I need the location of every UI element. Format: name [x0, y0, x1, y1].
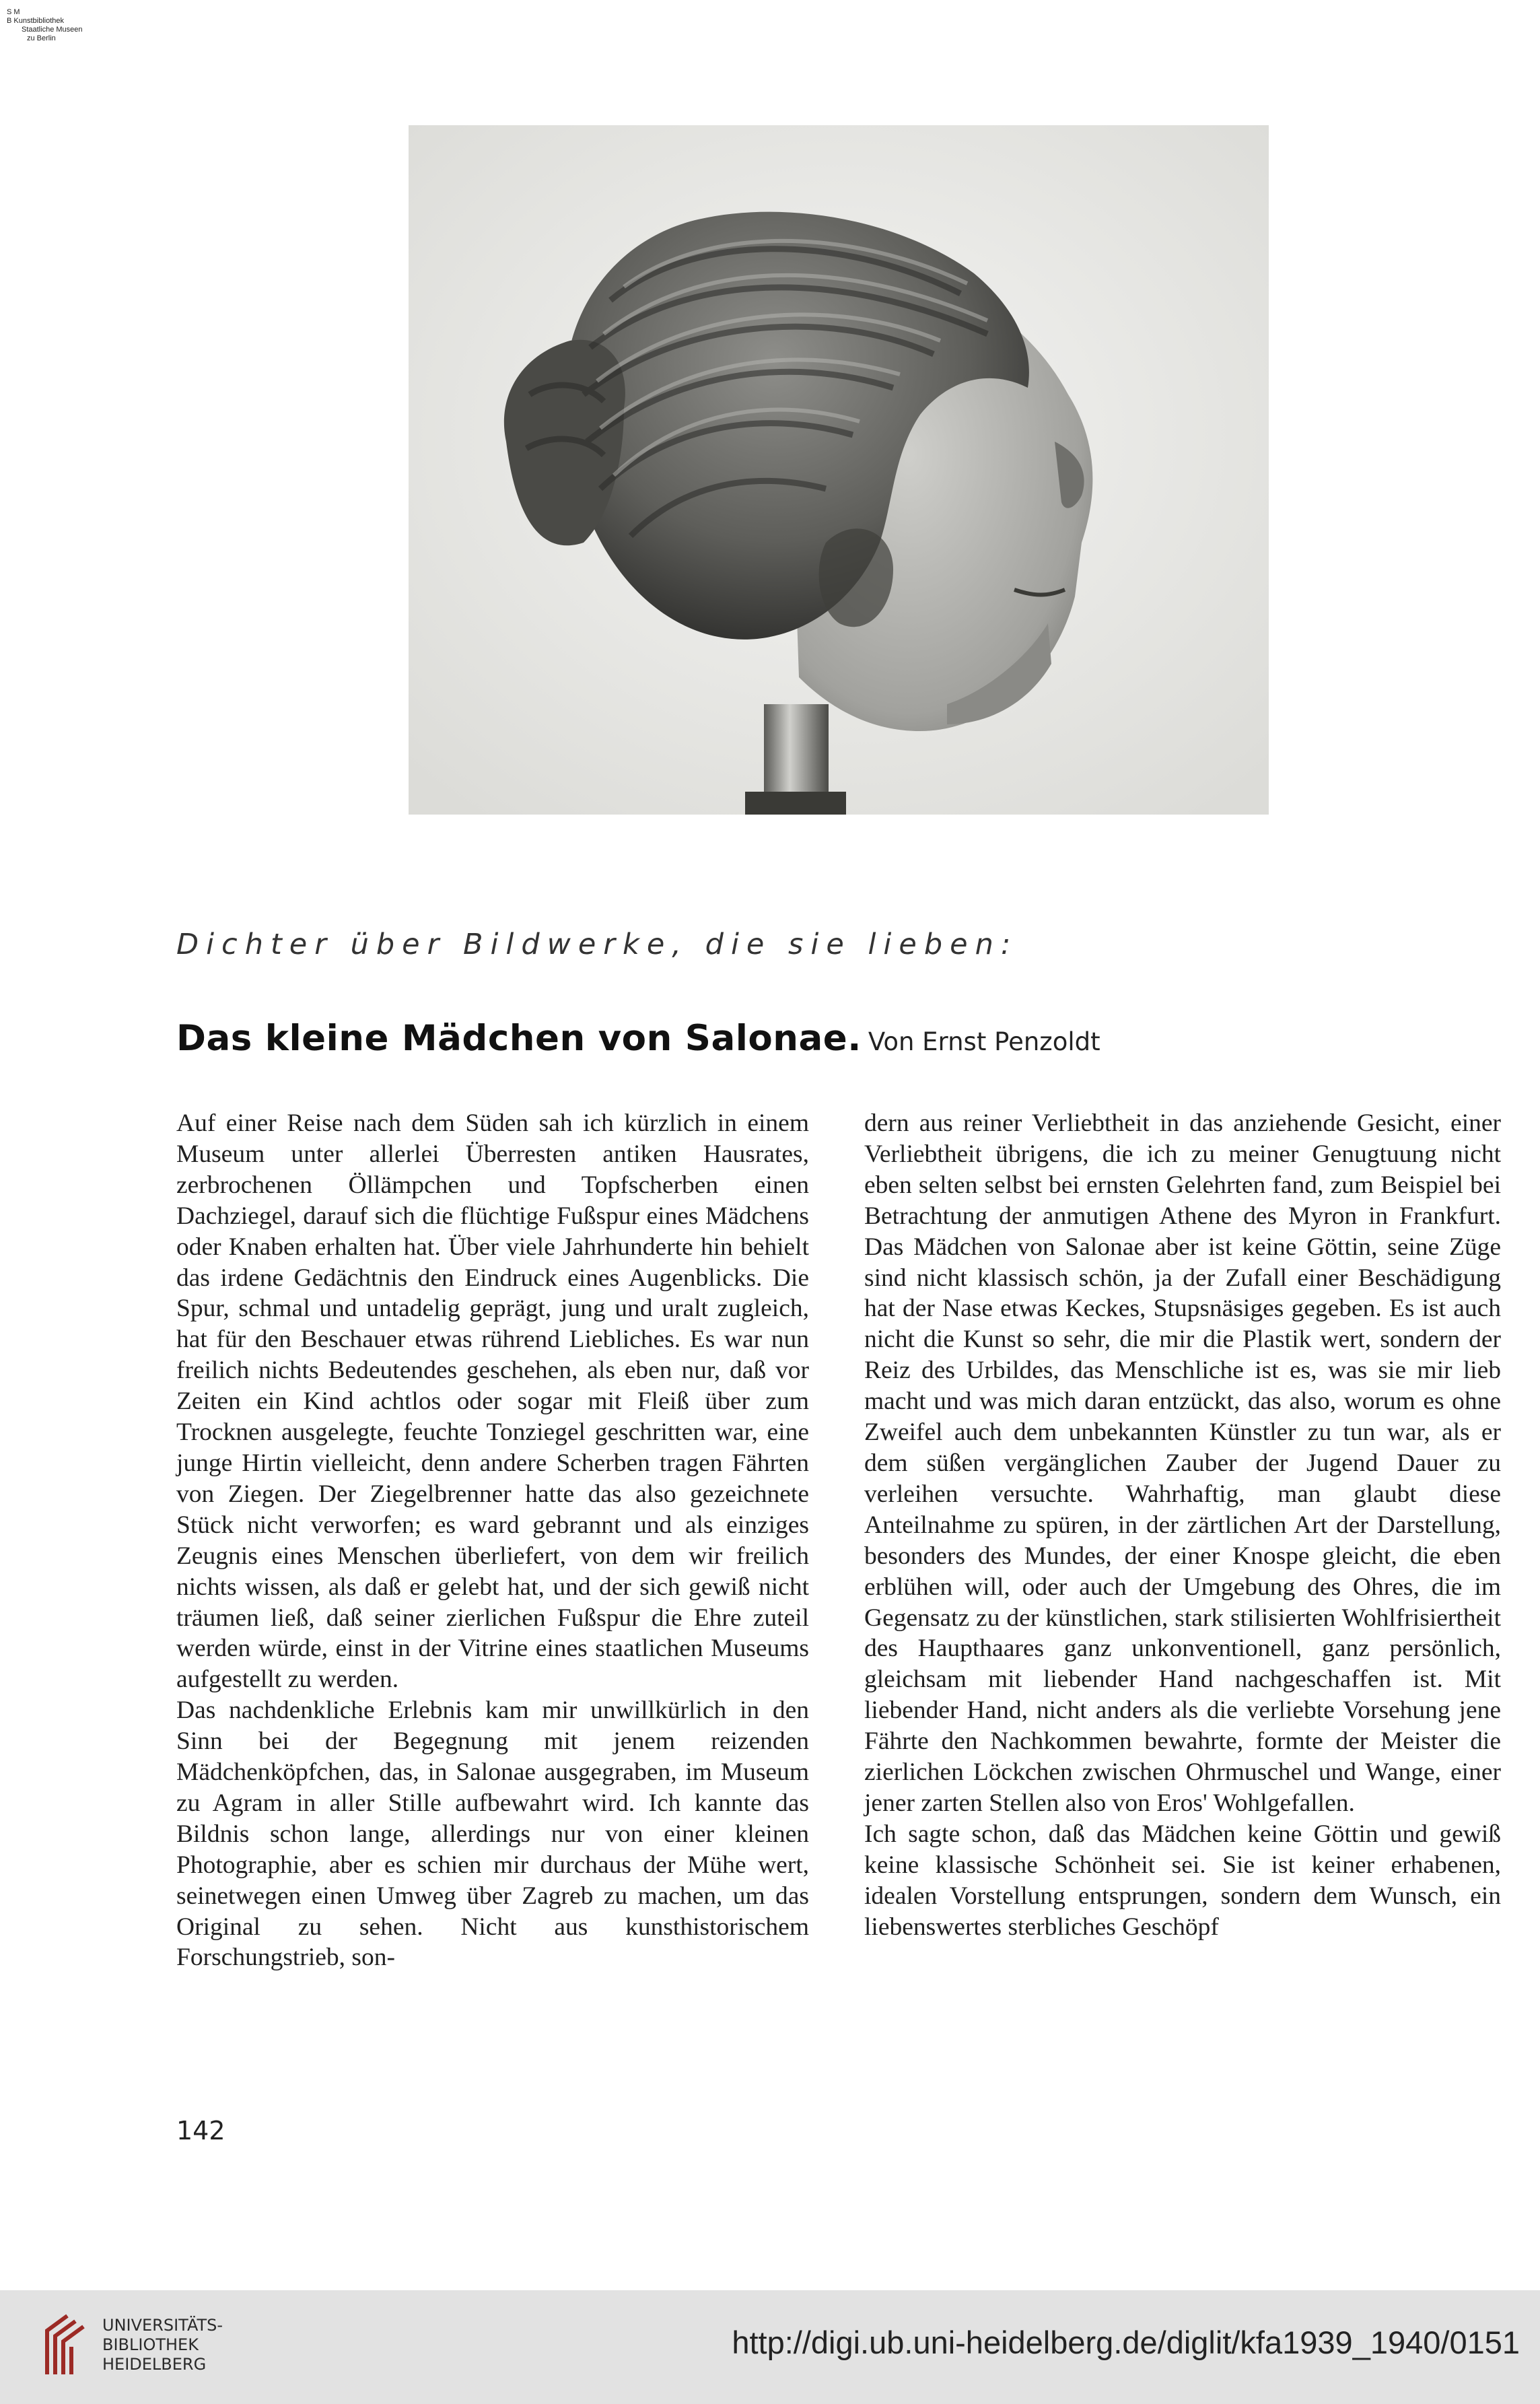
source-url-link[interactable]: http://digi.ub.uni-heidelberg.de/diglit/kfa1939_1940/0151 — [732, 2325, 1520, 2360]
series-heading: Dichter über Bildwerke, die sie lieben: — [176, 928, 1018, 961]
stamp-line: Staatliche Museen — [22, 26, 83, 34]
library-name-line: BIBLIOTHEK — [102, 2335, 199, 2354]
paragraph: Das nachdenkliche Erlebnis kam mir unwillkürlich in den Sinn bei der Begegnung mit jenem reizenden Mädchenköpfchen, das, in Salonae ausgegraben, im Museum zu Agram in aller Stille aufbewahrt wird. Ich kannte das Bildnis schon lange, allerdings nur von einer kleinen Photographie, aber es schien mir durchaus der Mühe wert, seinetwegen einen Umweg über Zagreb zu machen, um das Original zu sehen. Nicht aus kunsthistorischem Forschungstrieb, son- — [176, 1696, 809, 1972]
library-logo-icon — [40, 2310, 88, 2378]
page-number: 142 — [176, 2116, 225, 2145]
stamp-line: S M — [7, 8, 20, 16]
paragraph: Auf einer Reise nach dem Süden sah ich kürzlich in einem Museum unter allerlei Überresten antiken Hausrates, zerbrochenen Öllämpchen und Topfscherben einen Dachziegel, darauf sich die flüchtige Fußspur eines Mädchens oder Knaben erhalten hat. Über viele Jahrhunderte hin behielt das irdene Gedächtnis den Eindruck eines Augenblicks. Die Spur, schmal und untadelig geprägt, jung und uralt zugleich, hat für den Beschauer etwas rührend Liebliches. Es war nun freilich nichts Bedeutendes geschehen, als eben nur, daß vor Zeiten ein Kind achtlos oder sogar mit Fleiß über zum Trocknen ausgelegte, feuchte Tonziegel geschritten war, eine junge Hirtin vielleicht, denn andere Scherben tragen Fährten von Ziegen. Der Ziegelbrenner hatte das also gezeichnete Stück nicht verworfen; es ward gebrannt und als einziges Zeugnis eines Menschen überliefert, von dem wir freilich nichts wissen, als daß er gelebt hat, und der sich gewiß nicht träumen ließ, daß seiner zierlichen Fußspur die Ehre zuteil werden würde, einst in der Vitrine eines staatlichen Museums aufgestellt zu werden. — [176, 1109, 809, 1694]
sculpture-head-image — [409, 125, 1269, 815]
article-byline: Von Ernst Penzoldt — [868, 1027, 1100, 1056]
paragraph: Ich sagte schon, daß das Mädchen keine Göttin und gewiß keine klassische Schönheit sei. Sie ist keiner erhabenen, idealen Vorstellung entsprungen, sondern dem Wunsch, ein liebenswertes sterbliches Geschöpf — [864, 1820, 1501, 1941]
article-headline — [176, 1018, 1100, 1059]
footer-bar — [0, 2290, 1540, 2404]
stamp-line: zu Berlin — [27, 34, 56, 42]
library-name — [102, 2316, 223, 2374]
text-column-right — [864, 1108, 1501, 1942]
paragraph: dern aus reiner Verliebtheit in das anziehende Gesicht, einer Verliebtheit übrigens, die ich zu meiner Genugtuung nicht eben selten selbst bei ernsten Gelehrten fand, zum Beispiel bei Betrachtung der anmutigen Athene des Myron in Frankfurt. Das Mädchen von Salonae aber ist keine Göttin, seine Züge sind nicht klassisch schön, ja der Zufall einer Beschädigung hat der Nase etwas Keckes, Stupsnäsiges gegeben. Es ist auch nicht die Kunst so sehr, die mir die Plastik wert, sondern der Reiz des Urbildes, das Menschliche ist es, was sie mir lieb macht und was mich daran entzückt, das also, worum es ohne Zweifel auch dem unbekannten Künstler zu tun war, als er dem süßen vergänglichen Zauber der Jugend Dauer zu verleihen versuchte. Wahrhaftig, man glaubt diese Anteilnahme zu spüren, in der zärtlichen Art der Darstellung, besonders des Mundes, der einer Knospe gleicht, die eben erblühen will, oder auch der Umgebung des Ohres, die im Gegensatz zu der künstlichen, stark stilisierten Wohlfrisiertheit des Haupthaares ganz unkonventionell, ganz persönlich, gleichsam mit liebender Hand nachgeschaffen ist. Mit liebender Hand, nicht anders als die verliebte Vorsehung jene Fährte den Nachkommen bewahrte, formte der Meister die zierlichen Löckchen zwischen Ohrmuschel und Wange, einer jener zarten Stellen also von Eros' Wohlgefallen. — [864, 1109, 1501, 1817]
library-name-line: UNIVERSITÄTS- — [102, 2316, 223, 2335]
library-name-line: HEIDELBERG — [102, 2355, 207, 2374]
stamp-line: B Kunstbibliothek — [7, 17, 64, 25]
text-column-left — [176, 1108, 809, 1973]
sculpture-photo — [409, 125, 1269, 815]
article-title: Das kleine Mädchen von Salonae. — [176, 1018, 862, 1059]
library-stamp — [7, 8, 83, 43]
